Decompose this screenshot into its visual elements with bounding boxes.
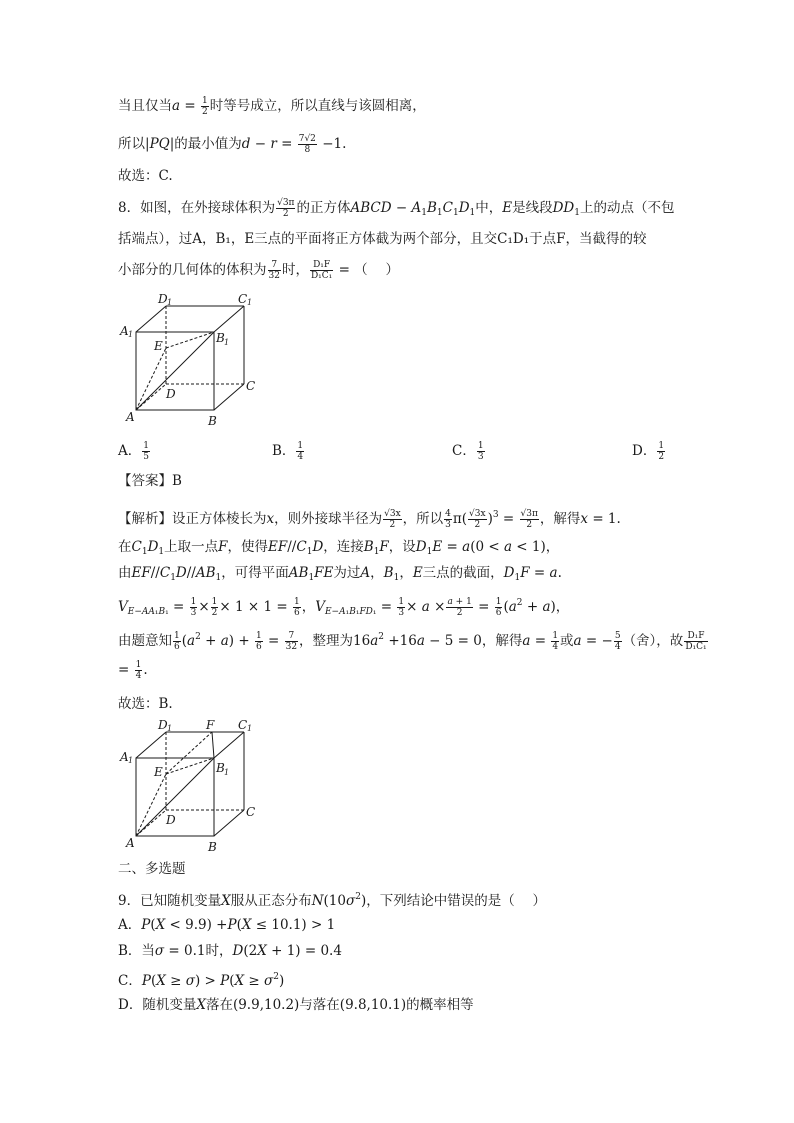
question-8-line-3: 小部分的几何体的体积为 $\frac{7}{32}$ 时， $\frac{\text{D₁F}}{\text{D₁C₁}}$ = （ ）: [118, 260, 399, 281]
label-D1: D: [158, 292, 168, 306]
label-C1: C: [238, 292, 248, 306]
cube-figure-1: [118, 290, 268, 430]
label-A1: A: [120, 324, 129, 338]
label2-E: E: [154, 765, 163, 779]
svg-text:1: 1: [128, 756, 134, 765]
text-line-3: 故选：C.: [118, 168, 173, 184]
label-E: E: [154, 339, 163, 353]
question-8-line-1: 8．如图，在外接球体积为 $\frac{√3\pi}{2}$ 的正方体ABCD − $A_1B_1C_1D_1$中，E是线段$DD_1$上的动点（不包: [118, 198, 675, 219]
label2-B1: B: [216, 761, 225, 775]
question-9-option-b: B．当σ = 0.1时，D(2X + 1) = 0.4: [118, 943, 342, 959]
label-C: C: [246, 379, 256, 393]
solution-line-5: 由题意知 $\frac{1}{6}$ $(a^2 + a)$ + $\frac{1}{6}$ = $\frac{7}{32}$ ，整理为$16a^2 +16a - 5 = 0$，解得a = $\frac{1}{4}$ 或a = − $\frac{5}{4}$ （舍），故 $\frac{\text{D₁F}}{\text{D₁C₁}}$: [118, 631, 707, 652]
label2-B: B: [208, 840, 217, 854]
label2-D1: D: [158, 718, 168, 732]
option-8-d: D． $\frac{1}{2}$: [632, 441, 665, 462]
solution-line-6: = $\frac{1}{4}$ .: [118, 660, 148, 681]
solution-line-1: 【解析】设正方体棱长为x，则外接球半径为 $\frac{√3x}{2}$ ，所以 $\frac{4}{3}$ π( $\frac{√3x}{2}$ )$^3$ = $\frac{√3\pi}{2}$ ，解得x = 1.: [118, 509, 621, 530]
solution-line-4: $V_{E-AA_1B_1}$ = $\frac{1}{3}$ × $\frac{1}{2}$ × 1 × 1 = $\frac{1}{6}$ ，$V_{E-A_1B_1FD_1}$ = $\frac{1}{3}$ × a × $\frac{a + 1}{2}$ = $\frac{1}{6}$ $(a^2 + a)$，: [118, 597, 570, 618]
solution-line-3: 由$EF//C_1D//AB_1$，可得平面$AB_1FE$为过A，$B_1$，E三点的截面，$D_1F = a$.: [118, 565, 562, 583]
label2-C1: C: [238, 718, 248, 732]
label-A: A: [126, 410, 135, 424]
svg-text:1: 1: [247, 724, 253, 733]
svg-text:1: 1: [224, 768, 230, 777]
solution-line-2: 在$C_1D_1$上取一点F，使得$EF//C_1D$，连接$B_1F$，设$D_1E = a(0 < a < 1)$，: [118, 539, 560, 557]
question-9: 9．已知随机变量X服从正态分布$N(10\sigma^2)$，下列结论中错误的是（ ）: [118, 892, 546, 909]
question-9-option-d: D．随机变量X落在(9.9,10.2)与落在(9.8,10.1)的概率相等: [118, 997, 474, 1013]
svg-text:1: 1: [247, 298, 253, 307]
option-8-c: C． $\frac{1}{3}$: [452, 441, 484, 462]
solution-line-7: 故选：B.: [118, 696, 173, 712]
text-line-1: 当且仅当a = $\frac{1}{2}$ 时等号成立，所以直线与该圆相离，: [118, 96, 426, 117]
question-8-line-2: 括端点），过A，B₁，E三点的平面将正方体截为两个部分，且交C₁D₁于点F，当截得的较: [118, 231, 647, 247]
svg-text:1: 1: [167, 724, 173, 733]
question-9-option-c: C．$P(X \ge \sigma) > P(X \ge \sigma^2)$: [118, 972, 285, 989]
label-D: D: [166, 387, 176, 401]
label-B1: B: [216, 331, 225, 345]
cube-figure-2: [118, 716, 268, 856]
label2-D: D: [166, 813, 176, 827]
option-8-b: B． $\frac{1}{4}$: [272, 441, 304, 462]
label2-F: F: [206, 718, 215, 732]
label2-A: A: [126, 836, 135, 850]
section-heading: 二、多选题: [118, 861, 186, 877]
svg-text:1: 1: [224, 338, 230, 347]
label-B: B: [208, 414, 217, 428]
label2-C: C: [246, 805, 256, 819]
svg-text:1: 1: [128, 330, 134, 339]
option-8-a: A． $\frac{1}{5}$: [118, 441, 149, 462]
label2-A1: A: [120, 750, 129, 764]
svg-text:1: 1: [167, 298, 173, 307]
text-line-2: 所以|PQ|的最小值为d − r = $\frac{7√2}{8}$ −1.: [118, 134, 347, 155]
question-9-option-a: A．P(X < 9.9) +P(X ≤ 10.1) > 1: [118, 917, 336, 933]
answer-line: 【答案】B: [118, 473, 182, 489]
